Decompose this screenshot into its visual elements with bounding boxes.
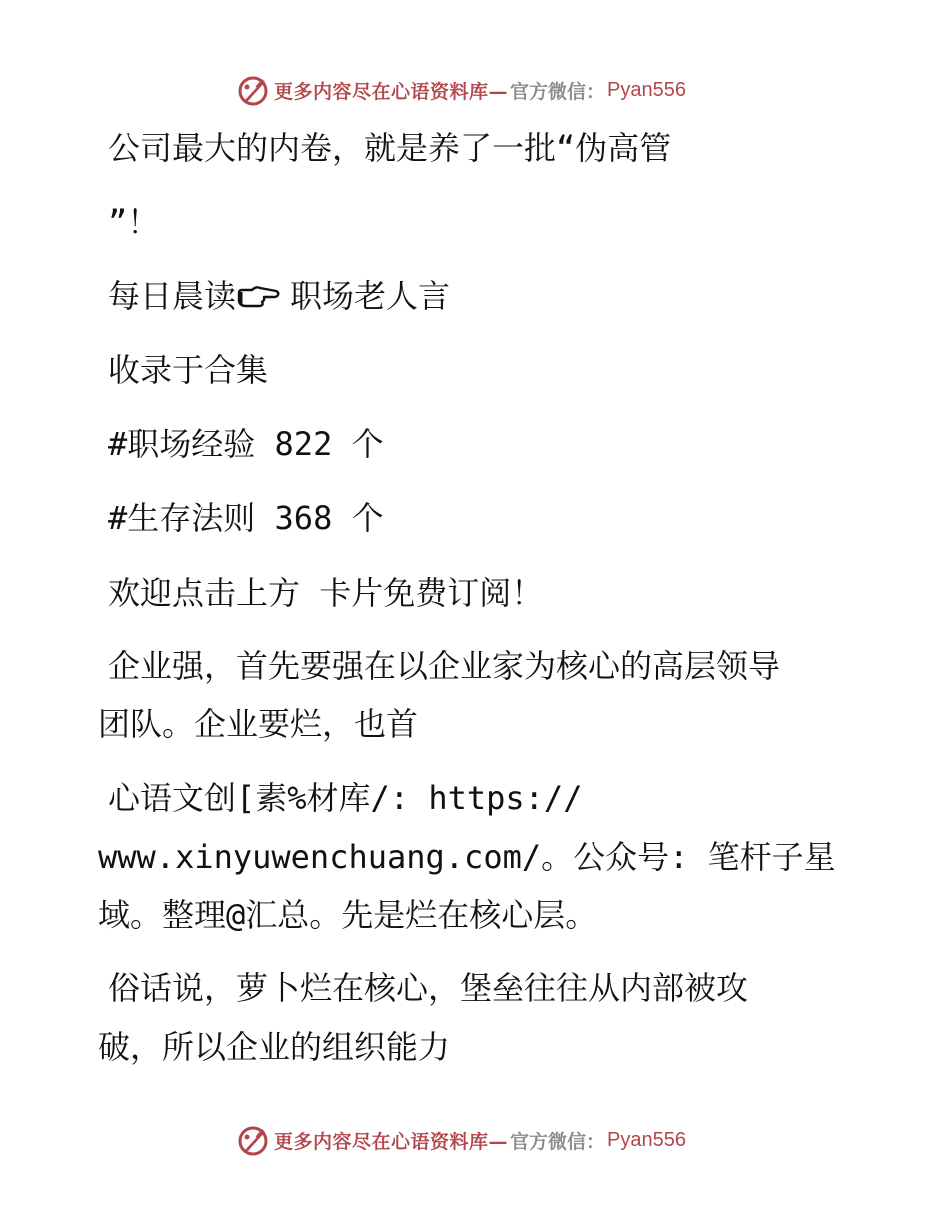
paragraph-1-line-2: 团队。企业要烂，也首 [98,705,419,743]
pointing-hand-icon [236,281,280,311]
subscribe-prompt: 欢迎点击上方 卡片免费订阅！ [108,574,544,612]
tag-workplace-experience: #职场经验 822 个 [108,425,384,463]
paragraph-2-line-3: 域。整理@汇总。先是烂在核心层。 [98,896,598,934]
footer-watermark [236,1122,686,1158]
morning-read-line [108,276,450,316]
title-line-2: ”！ [108,203,160,241]
watermark-wechat-id: Pyan556 [607,78,686,101]
watermark-text: 更多内容尽在心语资料库— [274,1130,509,1153]
paragraph-1-line-1: 企业强，首先要强在以企业家为核心的高层领导 [108,647,781,685]
watermark-wechat-id: Pyan556 [607,1128,686,1151]
paragraph-2-line-1: 心语文创[素%材库/: https:// [108,779,583,817]
quill-pen-logo-icon [236,1123,270,1157]
morning-read-label: 每日晨读 [108,277,237,315]
watermark-wechat-label: 官方微信： [510,1130,606,1153]
watermark-text: 更多内容尽在心语资料库— [274,80,509,103]
author-name: 职场老人言 [290,277,451,315]
paragraph-3-line-2: 破，所以企业的组织能力 [98,1028,451,1066]
title-line-1: 公司最大的内卷，就是养了一批“伪高管 [108,129,672,167]
paragraph-2-line-2: www.xinyuwenchuang.com/。公众号: 笔杆子星 [98,838,836,876]
collection-label: 收录于合集 [108,351,269,389]
paragraph-3-line-1: 俗话说，萝卜烂在核心，堡垒往往从内部被攻 [108,969,749,1007]
tag-survival-rules: #生存法则 368 个 [108,499,384,537]
watermark-wechat-label: 官方微信： [510,80,606,103]
